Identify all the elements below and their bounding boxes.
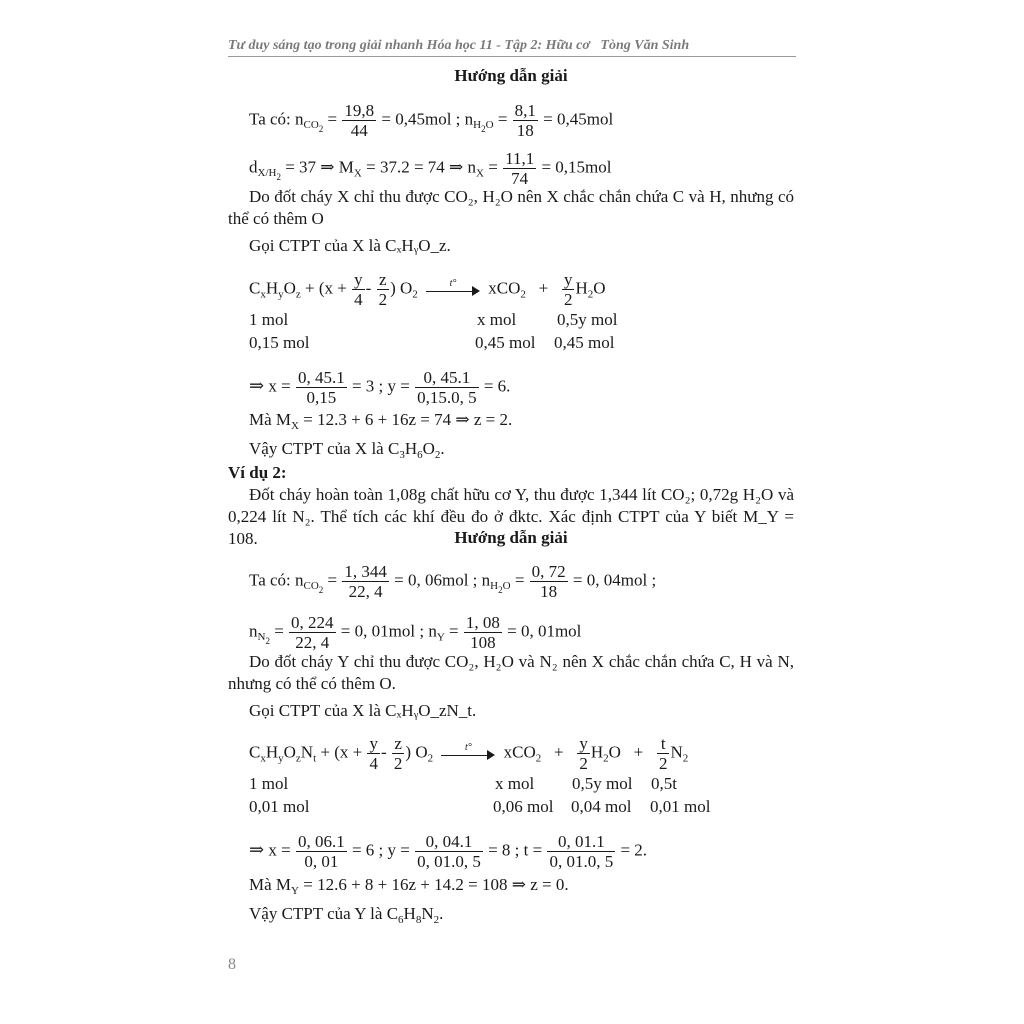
ex1-stoich-row-2-c: 0,45 mol — [554, 333, 615, 352]
ex1-stoich-row-2-a: 0,15 mol — [249, 333, 310, 352]
ex1-xy-solution: ⇒ x = $\frac{0, 45.1}{0,15}$ = 3 ; y = $\frac{0, 45.1}{0,15.0, 5}$ = 6. — [249, 368, 511, 407]
running-header — [228, 38, 689, 54]
example-2-label: Ví dụ 2: — [228, 463, 287, 482]
frac-nh2o: $\frac{8,1}{18}$ — [514, 101, 536, 140]
header-rule — [228, 56, 796, 57]
ex1-paragraph-1: Do đốt cháy X chỉ thu được CO₂, H₂O nên X chắc chắn chứa C và H, nhưng có thể có thêm O — [228, 187, 794, 228]
running-title: Tư duy sáng tạo trong giải nhanh Hóa học 11 - Tập 2: Hữu cơ — [228, 38, 590, 53]
ex1-moles-line: Ta có: $n_{CO_2}$ = $\frac{19,8}{44}$ = 0,45mol ; $n_{H_2O}$ = $\frac{8,1}{18}$ = 0,45mol — [249, 101, 614, 140]
ex1-stoich-row-1-c: 0,5y mol — [557, 310, 618, 329]
ex2-stoich-row-2-a: 0,01 mol — [249, 797, 310, 816]
ex2-stoich-row-1-b: x mol — [495, 774, 535, 793]
ex1-combustion-equation: $C_xH_yO_z + (x$ + $\frac{y}{4}$ - $\frac{z}{2}$ ) $O_2$ t° xCO$_2$ + $\frac{y}{2}$ $H_2O$ — [249, 270, 606, 309]
ex2-molar-mass-line: Mà $M_Y = 12.6 + 8 + 16z + 14.2 = 108$ ⇒ z = 0. — [249, 875, 569, 897]
reaction-arrow: t° — [426, 280, 480, 300]
ex2-stoich-row-1-c: 0,5y mol — [572, 774, 633, 793]
ex2-stoich-row-2-d: 0,01 mol — [650, 797, 711, 816]
ex1-paragraph-2: Gọi CTPT của X là CₓHᵧO_z. — [249, 236, 451, 255]
ex2-stoich-row-2-b: 0,06 mol — [493, 797, 554, 816]
frac-nx: $\frac{11,1}{74}$ — [505, 149, 535, 188]
ex2-stoich-row-1-a: 1 mol — [249, 774, 289, 793]
solution-title-1: Hướng dẫn giải — [454, 66, 568, 85]
ex2-paragraph-2: Gọi CTPT của X là CₓHᵧO_zN_t. — [249, 701, 477, 720]
ex2-moles-line-1: Ta có: $n_{CO_2}$ = $\frac{1, 344}{22, 4}$ = 0, 06mol ; $n_{H_2O}$ = $\frac{0, 72}{18}$ = 0, 04mol ; — [249, 562, 657, 601]
ex2-combustion-equation: $C_xH_yO_zN_t + (x$ + $\frac{y}{4}$ - $\frac{z}{2}$ ) $O_2$ t° xCO$_2$ + $\frac{y}{2}$ $H_2O$ + $\frac{t}{2}$ $N_2$ — [249, 734, 689, 773]
solution-title-2: Hướng dẫn giải — [454, 528, 568, 547]
ex2-stoich-row-2-c: 0,04 mol — [571, 797, 632, 816]
ex2-stoich-row-1-d: 0,5t — [651, 774, 677, 793]
example-2-problem: Đốt cháy hoàn toàn 1,08g chất hữu cơ Y, thu được 1,344 lít CO₂; 0,72g H₂O và 0,224 lít N₂. Thể tích các khí đều đo ở đktc. Xác định CTPT của Y biết M_Y = 108. — [228, 485, 794, 548]
ex2-moles-line-2: $n_{N_2}$ = $\frac{0, 224}{22, 4}$ = 0, 01mol ; $n_Y$ = $\frac{1, 08}{108}$ = 0, 01mol — [249, 613, 582, 652]
ex1-stoich-row-1-b: x mol — [477, 310, 517, 329]
running-author: Tòng Văn Sinh — [600, 38, 690, 53]
ex2-paragraph-1: Do đốt cháy Y chỉ thu được CO₂, H₂O và N₂ nên X chắc chắn chứa C, H và N, nhưng có thể có thêm O. — [228, 652, 794, 693]
ex1-stoich-row-2-b: 0,45 mol — [475, 333, 536, 352]
ex2-conclusion: Vậy CTPT của Y là $C_6H_8N_2$. — [249, 904, 444, 926]
frac-nco2: $\frac{19,8}{44}$ — [344, 101, 375, 140]
page-number: 8 — [228, 956, 236, 973]
ex1-density-line: $d_{X/H_2} = 37$ ⇒ $M_X = 37.2 = 74$ ⇒ $n_X$ = $\frac{11,1}{74}$ = 0,15mol — [249, 149, 612, 188]
ex1-molar-mass-line: Mà $M_X = 12.3 + 6 + 16z = 74$ ⇒ z = 2. — [249, 410, 513, 432]
ex1-conclusion: Vậy CTPT của X là $C_3H_6O_2$. — [249, 439, 445, 461]
ex2-xyt-solution: ⇒ x = $\frac{0, 06.1}{0, 01}$ = 6 ; y = $\frac{0, 04.1}{0, 01.0, 5}$ = 8 ; t = $\frac{0, 01.1}{0, 01.0, 5}$ = 2. — [249, 832, 648, 871]
reaction-arrow: t° — [441, 744, 495, 764]
ex1-stoich-row-1-a: 1 mol — [249, 310, 289, 329]
